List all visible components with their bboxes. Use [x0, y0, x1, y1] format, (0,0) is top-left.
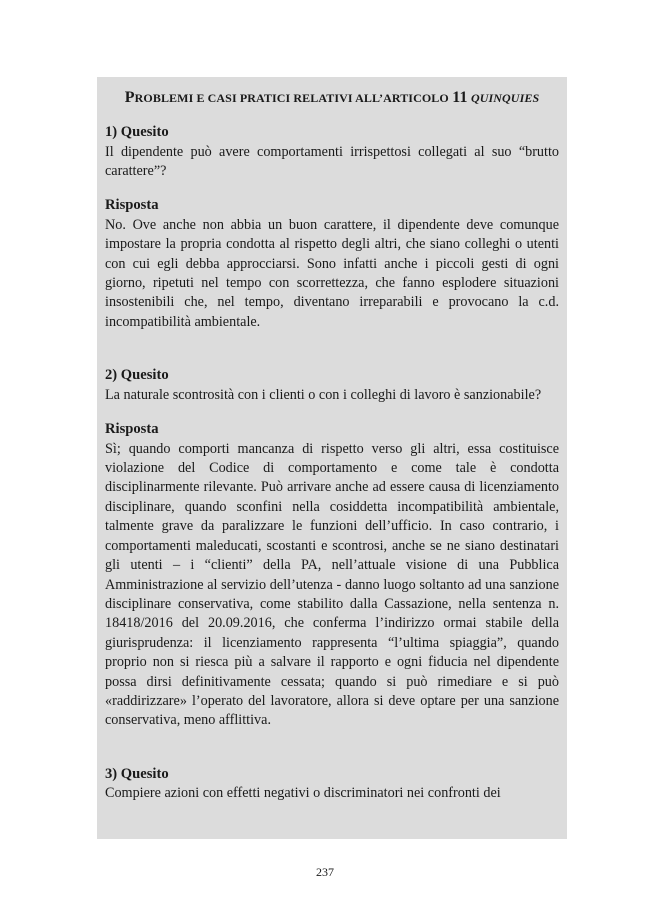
question-text: Compiere azioni con effetti negativi o discriminatori nei confronti dei — [105, 785, 501, 802]
page-number: 237 — [316, 865, 334, 879]
question-text: Il dipendente può avere comportamenti irrispettosi collegati al suo “brutto carattere”? — [105, 143, 559, 179]
heading-initial: P — [124, 89, 135, 106]
question-label: 1) Quesito — [105, 124, 169, 140]
question-text: La naturale scontrosità con i clienti o con i colleghi di lavoro è sanzionabile? — [105, 386, 542, 403]
answer-text: Sì; quando comporti mancanza di rispetto verso gli altri, essa costituisce violazione del Codice di comportamento e come tale è condotta disciplinarmente rilevante. Può arrivare anche ad essere causa di licenziamento disciplinare, quando sconfini nella cosiddetta incompatibilità ambientale, talmente grave da paralizzare le funzioni dell’ufficio. In caso contrario, i comportamenti maleducati, scostanti e scontrosi, anche se ne siano destinatari gli utenti – i “clienti” della PA, nell’attuale visione di una Pubblica Amministrazione al servizio dell’utenza - danno luogo soltanto ad una sanzione disciplinare conservativa, come stabilito dalla Cassazione, nella sentenza n. 18418/2016 del 20.09.2016, che conferma l’indirizzo ormai stabile della giurisprudenza: il licenziamento rappresenta “l’ultima spiaggia”, quando proprio non si riesca più a salvare il rapporto e ogni fiducia nel dipendente possa dirsi definitivamente cessata; quando si può rimediare e si può «raddirizzare» l’operato del lavoratore, allora si deve optare per una sanzione conservativa, meno afflittiva. — [105, 440, 559, 729]
answer-label: Risposta — [105, 421, 159, 438]
heading-number: 11 — [452, 89, 468, 106]
answer-text: No. Ove anche non abbia un buon carattere, il dipendente deve comunque impostare la propria condotta al rispetto degli altri, che siano colleghi o utenti con cui egli debba approcciarsi. Sono infatti anche i piccoli gesti di ogni giorno, ripetuti nel tempo con scorrettezza, che fanno esplodere situazioni insostenibili che, nel tempo, diventano irreparabili e provocano la c.d. incompatibilità ambientale. — [105, 216, 559, 330]
heading-apostrophe: ’ — [378, 91, 384, 105]
heading-part2: ARTICOLO — [383, 91, 449, 105]
qa-box — [97, 77, 567, 839]
answer-label: Risposta — [105, 197, 159, 214]
question-label: 2) Quesito — [105, 367, 169, 384]
box-heading — [105, 89, 559, 107]
heading-italic: QUINQUIES — [470, 91, 540, 105]
heading-part1: ROBLEMI E CASI PRATICI RELATIVI ALL — [134, 91, 379, 105]
question-label: 3) Quesito — [105, 765, 169, 782]
